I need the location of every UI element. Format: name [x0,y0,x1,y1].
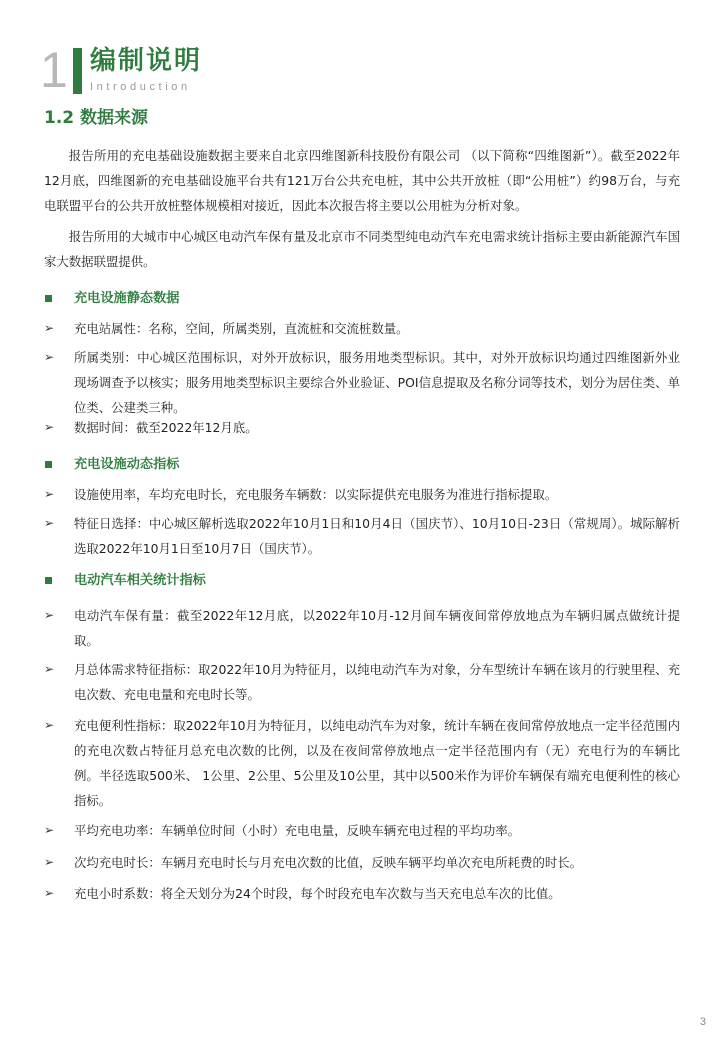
list-item: ➢ 电动汽车保有量：截至2022年12月底，以2022年10月-12月间车辆夜间常停放地点为车辆归属点做统计提取。 [44,603,680,653]
list-item: ➢ 充电站属性：名称，空间，所属类别，直流桩和交流桩数量。 [44,316,680,341]
chapter-title: 编制说明 [90,46,203,76]
list-item: ➢ 充电便利性指标：取2022年10月为特征月，以纯电动汽车为对象，统计车辆在夜间常停放地点一定半径范围内的充电次数占特征月总充电次数的比例，以及在夜间常停放地点一定半径范围内有（无）充电行为的车辆比例。半径选取500米、 1公里、2公里、5公里及10公里，其中以500米作为评价车辆保有端充电便利性的核心指标。 [44,713,680,813]
square-bullet-icon [45,295,52,302]
group-heading-ev: 电动汽车相关统计指标 [44,569,680,593]
square-bullet-icon [45,461,52,468]
list-item: ➢ 所属类别：中心城区范围标识，对外开放标识，服务用地类型标识。其中，对外开放标识均通过四维图新外业现场调查予以核实；服务用地类型标识主要综合外业验证、POI信息提取及名称分词等技术，划分为居住类、单位类、公建类三种。 [44,345,680,420]
chapter-number: 1 [40,42,68,98]
list-item: ➢ 月总体需求特征指标：取2022年10月为特征月，以纯电动汽车为对象，分车型统计车辆在该月的行驶里程、充电次数、充电电量和充电时长等。 [44,657,680,707]
list-item: ➢ 设施使用率，车均充电时长，充电服务车辆数：以实际提供充电服务为准进行指标提取。 [44,482,680,507]
arrow-bullet-icon: ➢ [44,855,55,869]
group-heading-static: 充电设施静态数据 [44,287,680,311]
list-item: ➢ 次均充电时长：车辆月充电时长与月充电次数的比值，反映车辆平均单次充电所耗费的时长。 [44,850,680,875]
chapter-subtitle: Introduction [90,81,191,93]
arrow-bullet-icon: ➢ [44,823,55,837]
arrow-bullet-icon: ➢ [44,487,55,501]
arrow-bullet-icon: ➢ [44,886,55,900]
list-item: ➢ 数据时间：截至2022年12月底。 [44,415,680,440]
list-item: ➢ 充电小时系数：将全天划分为24个时段，每个时段充电车次数与当天充电总车次的比值。 [44,881,680,906]
section-title: 1.2 数据来源 [44,108,149,128]
list-item: ➢ 平均充电功率：车辆单位时间（小时）充电电量，反映车辆充电过程的平均功率。 [44,818,680,843]
arrow-bullet-icon: ➢ [44,718,55,732]
square-bullet-icon [45,577,52,584]
arrow-bullet-icon: ➢ [44,608,55,622]
paragraph-ev-data: 报告所用的大城市中心城区电动汽车保有量及北京市不同类型纯电动汽车充电需求统计指标主要由新能源汽车国家大数据联盟提供。 [44,229,680,269]
arrow-bullet-icon: ➢ [44,420,55,434]
page-number: 3 [699,1016,706,1028]
group-heading-dynamic: 充电设施动态指标 [44,453,680,477]
arrow-bullet-icon: ➢ [44,350,55,364]
list-item: ➢ 特征日选择：中心城区解析选取2022年10月1日和10月4日（国庆节）、10月10日-23日（常规周）。城际解析选取2022年10月1日至10月7日（国庆节）。 [44,511,680,561]
arrow-bullet-icon: ➢ [44,321,55,335]
arrow-bullet-icon: ➢ [44,662,55,676]
chapter-header [40,42,340,98]
paragraph-data-source: 报告所用的充电基础设施数据主要来自北京四维图新科技股份有限公司 （以下简称“四维图新”）。截至2022年12月底，四维图新的充电基础设施平台共有121万台公共充电桩，其中公共开放桩（即“公用桩”）约98万台，与充电联盟平台的公共开放桩整体规模相对接近，因此本次报告将主要以公用桩为分析对象。 [44,148,680,213]
chapter-accent-bar [73,48,82,94]
arrow-bullet-icon: ➢ [44,516,55,530]
